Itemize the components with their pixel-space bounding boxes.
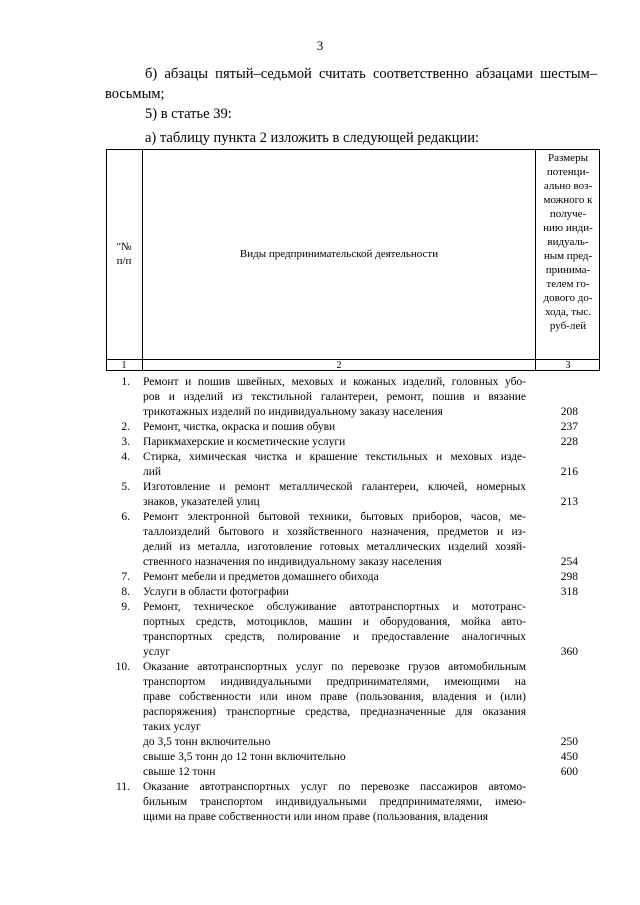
row-description-line: Изготовление и ремонт металлической галантереи, ключей, номерных [143, 481, 526, 493]
row-description-line: таких услуг [143, 721, 201, 733]
row-description-line: транспортом индивидуальными предпринимателями, имеющими на [143, 676, 526, 688]
row-description [143, 600, 526, 660]
row-number: 9. [121, 601, 130, 613]
row-value: 208 [560, 406, 578, 418]
row-description-line: щими на праве собственности или ином праве (пользования, владения [143, 811, 489, 823]
table-row [0, 375, 640, 420]
table-row [0, 780, 640, 825]
row-number: 6. [121, 511, 130, 523]
sub-row-label: свыше 12 тонн [143, 766, 216, 778]
row-description-line: Ремонт, чистка, окраска и пошив обуви [143, 421, 336, 433]
row-description-line: бильным транспортом индивидуальными предпринимателями, имею- [143, 796, 526, 808]
row-description [143, 570, 526, 585]
table-header [106, 149, 600, 371]
row-description-line: Оказание автотранспортных услуг по перевозке грузов автомобильным [143, 661, 526, 673]
sub-row-label: до 3,5 тонн включительно [143, 736, 271, 748]
row-description-line: ров и изделий из текстильной галантереи, ремонт, пошив и вязание [143, 391, 526, 403]
table-row [0, 420, 640, 435]
row-number: 10. [115, 661, 130, 673]
row-description [143, 585, 526, 600]
row-value: 360 [560, 646, 578, 658]
row-number: 8. [121, 586, 130, 598]
sub-row-value: 450 [560, 751, 578, 763]
row-description-line: таллоизделий бытового и хозяйственного назначения, предметов и из- [143, 526, 526, 538]
table-sub-row [0, 765, 640, 780]
row-description-line: делий из металла, изготовление готовых металлических изделий хозяй- [143, 541, 526, 553]
table-row [0, 570, 640, 585]
row-description [143, 375, 526, 420]
row-description-line: знаков, указателей улиц [143, 496, 260, 508]
table-row [0, 660, 640, 735]
row-description-line: Услуги в области фотографии [143, 586, 289, 598]
row-description-line: распоряжения) транспортные средства, предназначенные для оказания [143, 706, 526, 718]
table-sub-row [0, 735, 640, 750]
row-value: 298 [560, 571, 578, 583]
row-description [143, 420, 526, 435]
intro-paragraph-a: а) таблицу пункта 2 изложить в следующей редакции: [145, 130, 480, 146]
page-number: 3 [316, 38, 324, 53]
table-row [0, 450, 640, 480]
row-description [143, 435, 526, 450]
sub-row-value: 250 [560, 736, 578, 748]
row-description [143, 450, 526, 480]
row-description-line: транспортных средств, полирование и предоставление аналогичных [143, 631, 526, 643]
sub-row-label: свыше 3,5 тонн до 12 тонн включительно [143, 751, 346, 763]
row-description [143, 660, 526, 735]
table-row [0, 480, 640, 510]
row-description-line: ственного назначения по индивидуальному заказу населения [143, 556, 442, 568]
intro-paragraph-b: б) абзацы пятый–седьмой считать соответственно абзацами шестым–восьмым; [105, 66, 597, 102]
column-index-3: 3 [565, 360, 571, 371]
row-description-line: Парикмахерские и косметические услуги [143, 436, 346, 448]
table-row [0, 510, 640, 570]
row-description [143, 510, 526, 570]
row-number: 2. [121, 421, 130, 433]
row-description-line: Стирка, химическая чистка и крашение текстильных и меховых изде- [143, 451, 526, 463]
column-index-1: 1 [121, 360, 127, 371]
row-value: 228 [560, 436, 578, 448]
table-body [0, 375, 640, 825]
row-value: 318 [560, 586, 578, 598]
row-number: 1. [121, 376, 130, 388]
row-description-line: Ремонт, техническое обслуживание автотранспортных и мототранс- [143, 601, 526, 613]
row-description-line: лий [143, 466, 162, 478]
row-description [143, 780, 526, 825]
table-row [0, 585, 640, 600]
row-value: 213 [560, 496, 578, 508]
row-description [143, 480, 526, 510]
intro-paragraph-5: 5) в статье 39: [145, 106, 232, 122]
row-number: 3. [121, 436, 130, 448]
row-value: 254 [560, 556, 578, 568]
row-description-line: Оказание автотранспортных услуг по перевозке пассажиров автомо- [143, 781, 526, 793]
table-row [0, 435, 640, 450]
row-value: 216 [560, 466, 578, 478]
row-description-line: Ремонт мебели и предметов домашнего обихода [143, 571, 379, 583]
row-description-line: трикотажных изделий по индивидуальному заказу населения [143, 406, 443, 418]
row-number: 5. [121, 481, 130, 493]
row-description-line: Ремонт и пошив швейных, меховых и кожаных изделий, головных убо- [143, 376, 526, 388]
table-row [0, 600, 640, 660]
sub-row-value: 600 [560, 766, 578, 778]
column-index-2: 2 [336, 360, 342, 371]
row-description-line: портных средств, мотоциклов, машин и оборудования, мойка авто- [143, 616, 526, 628]
table-sub-row [0, 750, 640, 765]
row-value: 237 [560, 421, 578, 433]
row-description-line: праве собственности или ином праве (пользования, владения и (или) [143, 691, 526, 703]
header-activity-type: Виды предпринимательской деятельности [239, 248, 439, 260]
row-number: 11. [116, 781, 130, 793]
header-income-size: Размеры потенци-ально воз-можного к получе-нию инди-видуаль-ным пред-принима-телем го-дового до-хода, тыс. руб-лей [543, 152, 593, 332]
row-description-line: Ремонт электронной бытовой техники, бытовых приборов, часов, ме- [143, 511, 526, 523]
header-number: "№ п/п [116, 241, 132, 267]
row-description-line: услуг [143, 646, 171, 658]
row-number: 7. [121, 571, 130, 583]
row-number: 4. [121, 451, 130, 463]
